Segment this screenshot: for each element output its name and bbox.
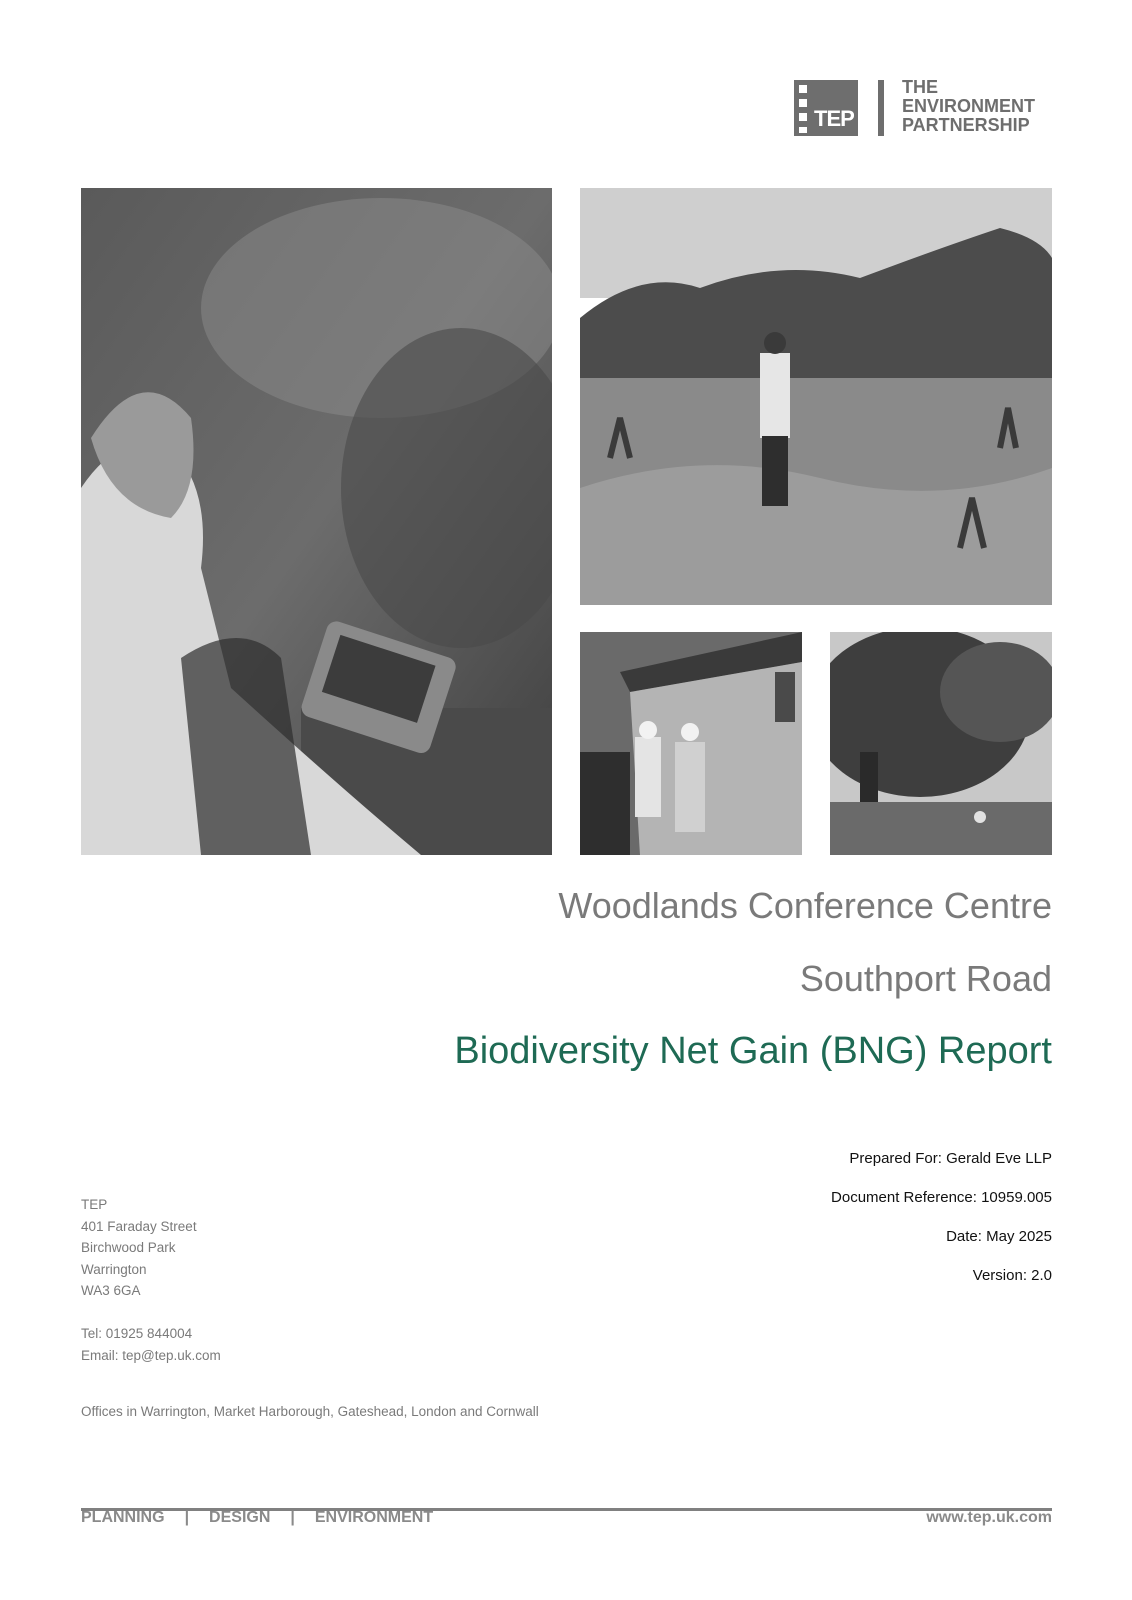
- document-date: Date: May 2025: [946, 1228, 1052, 1245]
- oak-tree-meadow-photo: [830, 632, 1052, 855]
- report-title: Biodiversity Net Gain (BNG) Report: [454, 1030, 1052, 1072]
- site-road: Southport Road: [799, 958, 1052, 999]
- prepared-for: Prepared For: Gerald Eve LLP: [849, 1150, 1052, 1167]
- tep-logo: [794, 77, 1054, 136]
- document-details: [831, 1150, 1052, 1306]
- logo-mark-text: TEP: [814, 106, 854, 131]
- email: Email: tep@tep.uk.com: [81, 1347, 221, 1363]
- logo-divider: [878, 80, 884, 136]
- telephone: Tel: 01925 844004: [81, 1326, 193, 1341]
- site-name: Woodlands Conference Centre: [558, 885, 1052, 926]
- surveyor-in-grassland-photo: [580, 188, 1052, 605]
- logo-wordmark: THE ENVIRONMENT PARTNERSHIP: [902, 77, 1036, 135]
- company-contact: [81, 1323, 221, 1366]
- footer-services: PLANNING | DESIGN | ENVIRONMENT: [81, 1509, 434, 1526]
- footer-website: www.tep.uk.com: [926, 1509, 1052, 1526]
- company-address: TEP 401 Faraday Street Birchwood Park Warrington WA3 6GA: [81, 1197, 197, 1298]
- document-version: Version: 2.0: [972, 1267, 1052, 1284]
- surveyor-with-handheld-device-photo: [81, 188, 552, 855]
- document-reference: Document Reference: 10959.005: [831, 1189, 1052, 1206]
- surveyors-at-building-photo: [580, 632, 802, 855]
- tep-logo-mark: [794, 80, 858, 136]
- report-title-block: [352, 885, 1052, 1072]
- office-locations: Offices in Warrington, Market Harborough, Gateshead, London and Cornwall: [81, 1404, 539, 1419]
